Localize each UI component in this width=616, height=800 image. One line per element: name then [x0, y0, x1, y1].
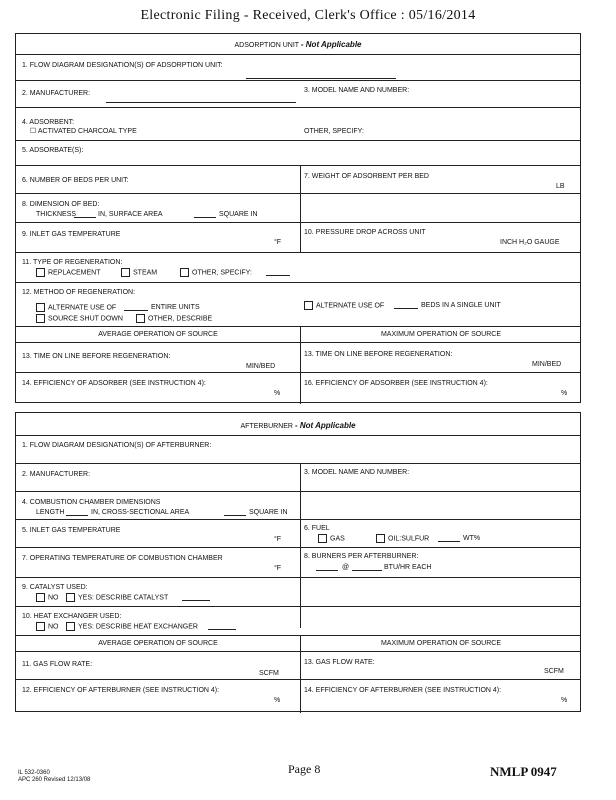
ab-efficiency-avg-unit: % [274, 697, 281, 704]
ab-heat-no-option[interactable]: NO [36, 622, 59, 631]
ab-avg-operation-header: AVERAGE OPERATION OF SOURCE [98, 640, 218, 647]
ads-steam-option[interactable]: STEAM [121, 268, 157, 277]
ab-efficiency-max-label: 14. EFFICIENCY OF AFTERBURNER (SEE INSTRUCTION 4): [304, 687, 502, 694]
ads-flow-diagram-field[interactable] [246, 78, 396, 79]
ads-other-option[interactable]: OTHER, SPECIFY: [180, 268, 252, 277]
ads-regeneration-type-label: 11. TYPE OF REGENERATION: [22, 259, 123, 266]
ads-replacement-option[interactable]: REPLACEMENT [36, 268, 101, 277]
adsorption-section [15, 33, 581, 403]
ab-efficiency-max-unit: % [561, 697, 568, 704]
ab-sulfur-field[interactable] [438, 541, 460, 542]
ads-beds-label: 6. NUMBER OF BEDS PER UNIT: [22, 177, 129, 184]
ads-time-online-max-label: 13. TIME ON LINE BEFORE REGENERATION: [304, 351, 453, 358]
ads-bed-dimension-label: 8. DIMENSION OF BED: [22, 201, 100, 208]
ads-thickness-field[interactable] [74, 217, 96, 218]
bates-number: NMLP 0947 [490, 764, 557, 779]
ads-inlet-temp-unit: °F [274, 239, 282, 246]
ab-chamber-dimensions-label: 4. COMBUSTION CHAMBER DIMENSIONS [22, 499, 161, 506]
ads-manufacturer-label: 2. MANUFACTURER: [22, 90, 91, 97]
ads-entire-units-label: ENTIRE UNITS [151, 304, 200, 311]
ab-square-in-label: SQUARE IN [249, 509, 288, 516]
ads-avg-operation-header: AVERAGE OPERATION OF SOURCE [98, 331, 218, 338]
ads-max-operation-header: MAXIMUM OPERATION OF SOURCE [380, 331, 502, 338]
ab-operating-temp-label: 7. OPERATING TEMPERATURE OF COMBUSTION CHAMBER [22, 555, 223, 562]
ab-wt-unit: WT% [463, 535, 481, 542]
ab-catalyst-no-option[interactable]: NO [36, 593, 59, 602]
ab-heat-exchanger-label: 10. HEAT EXCHANGER USED: [22, 613, 122, 620]
ads-alt-beds-field[interactable] [394, 308, 418, 309]
ab-length-field[interactable] [66, 515, 88, 516]
ads-adsorbate-label: 5. ADSORBATE(S): [22, 147, 84, 154]
ads-charcoal-option[interactable]: ☐ ACTIVATED CHARCOAL TYPE [30, 128, 137, 135]
ads-other-describe-option[interactable]: OTHER, DESCRIBE [136, 314, 212, 323]
ab-heat-exchanger-field[interactable] [208, 629, 236, 630]
ads-time-online-max-unit: MIN/BED [532, 361, 562, 368]
afterburner-status: - Not Applicable [294, 421, 356, 430]
ab-gas-option[interactable]: GAS [318, 534, 345, 543]
ads-efficiency-max-unit: % [561, 390, 568, 397]
ab-manufacturer-label: 2. MANUFACTURER: [22, 471, 91, 478]
ab-flow-rate-max-label: 13. GAS FLOW RATE: [304, 659, 375, 666]
ab-model-label: 3. MODEL NAME AND NUMBER: [304, 469, 410, 476]
ads-alt-beds-option[interactable]: ALTERNATE USE OF [304, 301, 384, 310]
ads-inlet-temp-label: 9. INLET GAS TEMPERATURE [22, 231, 121, 238]
ab-burners-label: 8. BURNERS PER AFTERBURNER: [304, 553, 419, 560]
ads-efficiency-avg-label: 14. EFFICIENCY OF ADSORBER (SEE INSTRUCTION 4): [22, 380, 206, 387]
ads-square-in-label: SQUARE IN [219, 211, 258, 218]
ab-cross-area-field[interactable] [224, 515, 246, 516]
ab-at-label: @ [342, 564, 350, 571]
ads-beds-single-label: BEDS IN A SINGLE UNIT [421, 302, 501, 309]
ads-model-label: 3. MODEL NAME AND NUMBER: [304, 87, 410, 94]
ab-cross-area-label: IN, CROSS-SECTIONAL AREA [91, 509, 190, 516]
ab-flow-diagram-label: 1. FLOW DIAGRAM DESIGNATION(S) OF AFTERBURNER: [22, 442, 212, 449]
ab-max-operation-header: MAXIMUM OPERATION OF SOURCE [380, 640, 502, 647]
ab-catalyst-yes-option[interactable]: YES: DESCRIBE CATALYST [66, 593, 168, 602]
ab-catalyst-label: 9. CATALYST USED: [22, 584, 88, 591]
ads-regen-method-label: 12. METHOD OF REGENERATION: [22, 289, 136, 296]
ads-flow-diagram-label: 1. FLOW DIAGRAM DESIGNATION(S) OF ADSORPTION UNIT: [22, 62, 223, 69]
ab-catalyst-field[interactable] [182, 600, 210, 601]
ab-burners-count-field[interactable] [316, 570, 338, 571]
ads-alt-units-option[interactable]: ALTERNATE USE OF [36, 303, 116, 312]
adsorption-title: ADSORPTION UNIT - Not Applicable [234, 40, 362, 49]
ads-other-specify-label: OTHER, SPECIFY: [304, 128, 364, 135]
ads-pressure-drop-label: 10. PRESSURE DROP ACROSS UNIT [304, 229, 426, 236]
ads-pressure-unit: INCH H₂O GAUGE [500, 239, 560, 246]
ab-length-label: LENGTH [36, 509, 65, 516]
ads-surface-area-label: IN, SURFACE AREA [98, 211, 163, 218]
ads-time-online-avg-unit: MIN/BED [246, 363, 276, 370]
ab-inlet-temp-label: 5. INLET GAS TEMPERATURE [22, 527, 121, 534]
ads-weight-unit: LB [556, 183, 565, 190]
page-number: Page 8 [288, 762, 321, 776]
ads-efficiency-avg-unit: % [274, 390, 281, 397]
ab-btu-label: BTU/HR EACH [384, 564, 432, 571]
ab-heat-yes-option[interactable]: YES: DESCRIBE HEAT EXCHANGER [66, 622, 198, 631]
ads-surface-area-field[interactable] [194, 217, 216, 218]
ads-alt-units-field[interactable] [124, 310, 148, 311]
ads-manufacturer-field[interactable] [106, 102, 296, 103]
afterburner-section [15, 412, 581, 712]
ads-efficiency-max-label: 16. EFFICIENCY OF ADSORBER (SEE INSTRUCTION 4): [304, 380, 488, 387]
ab-flow-rate-avg-unit: SCFM [259, 670, 279, 677]
ads-time-online-avg-label: 13. TIME ON LINE BEFORE REGENERATION: [22, 353, 171, 360]
ads-adsorbent-label: 4. ADSORBENT: [22, 119, 75, 126]
ab-flow-rate-avg-label: 11. GAS FLOW RATE: [22, 661, 93, 668]
ab-inlet-temp-unit: °F [274, 536, 282, 543]
ab-btu-field[interactable] [352, 570, 382, 571]
filing-header: Electronic Filing - Received, Clerk's Office : 05/16/2014 [140, 8, 476, 23]
ab-flow-rate-max-unit: SCFM [544, 668, 564, 675]
ab-oil-option[interactable]: OIL:SULFUR [376, 534, 429, 543]
adsorption-status: - Not Applicable [300, 40, 362, 49]
ab-efficiency-avg-label: 12. EFFICIENCY OF AFTERBURNER (SEE INSTRUCTION 4): [22, 687, 220, 694]
ab-fuel-label: 6. FUEL [304, 525, 330, 532]
form-code: IL 532-0360 APC 260 Revised 12/13/08 [18, 770, 91, 783]
ads-regen-other-field[interactable] [266, 275, 290, 276]
ads-weight-label: 7. WEIGHT OF ADSORBENT PER BED [304, 173, 429, 180]
ads-shutdown-option[interactable]: SOURCE SHUT DOWN [36, 314, 123, 323]
ads-thickness-label: THICKNESS [36, 211, 77, 218]
ab-operating-temp-unit: °F [274, 565, 282, 572]
afterburner-title: AFTERBURNER - Not Applicable [240, 421, 356, 430]
